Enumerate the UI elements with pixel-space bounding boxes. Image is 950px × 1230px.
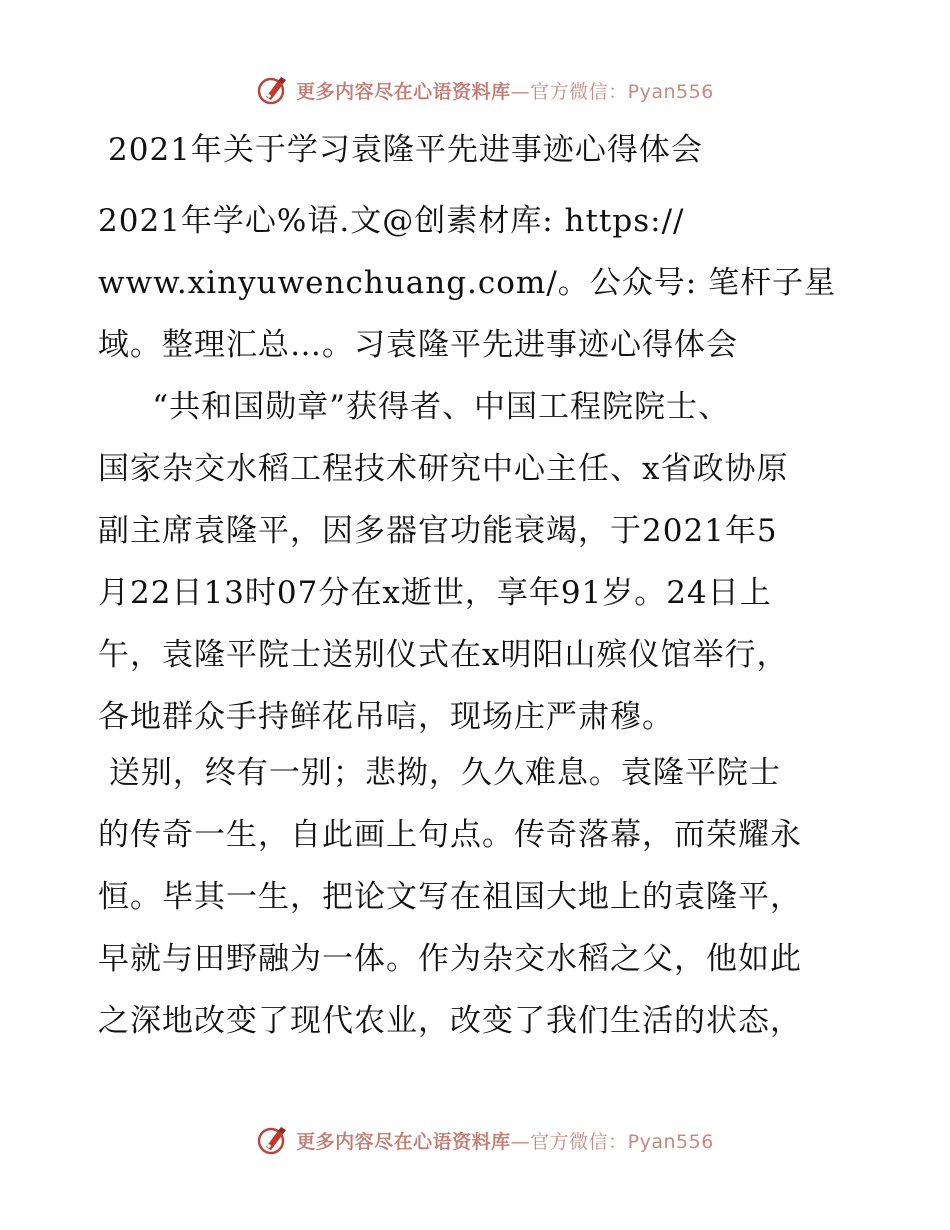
paragraph-line: 2021年学心%语.文@创素材库: https:// <box>98 203 685 239</box>
paragraph-line: “共和国勋章”获得者、中国工程院院士、 <box>98 389 730 425</box>
header-banner-rest: —官方微信：Pyan556 <box>510 80 714 103</box>
header-banner <box>0 70 950 110</box>
header-banner-inner <box>256 73 714 107</box>
document-title: 2021年关于学习袁隆平先进事迹心得体会 <box>108 132 703 168</box>
paragraph-line: 域。整理汇总…。习袁隆平先进事迹心得体会 <box>98 327 738 363</box>
paragraph-line: 送别，终有一别；悲拗，久久难息。袁隆平院士 <box>98 755 781 791</box>
paragraph-line: 午，袁隆平院士送别仪式在x明阳山殡仪馆举行， <box>98 637 789 673</box>
footer-banner-text <box>296 1127 714 1154</box>
paragraph-line: 恒。毕其一生，把论文写在祖国大地上的袁隆平， <box>98 879 802 915</box>
header-banner-bold: 更多内容尽在心语资料库 <box>296 80 511 103</box>
footer-banner-bold: 更多内容尽在心语资料库 <box>296 1130 511 1153</box>
paragraph-line: 各地群众手持鲜花吊唁，现场庄严肃穆。 <box>98 699 674 735</box>
header-banner-text <box>296 77 714 104</box>
paragraph-line: 月22日13时07分在x逝世，享年91岁。24日上 <box>98 575 772 611</box>
paragraph-line: 的传奇一生，自此画上句点。传奇落幕，而荣耀永 <box>98 817 802 853</box>
paragraph-line: 副主席袁隆平，因多器官功能衰竭，于2021年5 <box>98 513 778 549</box>
pen-nib-logo-icon <box>256 1123 290 1157</box>
paragraph-line: 国家杂交水稻工程技术研究中心主任、x省政协原 <box>98 451 789 487</box>
paragraph-line: www.xinyuwenchuang.com/。公众号: 笔杆子星 <box>98 265 837 301</box>
paragraph-intro <box>98 190 858 376</box>
footer-banner <box>0 1120 950 1160</box>
paragraph-line: 早就与田野融为一体。作为杂交水稻之父，他如此 <box>98 941 802 977</box>
paragraph-tribute <box>98 742 858 1052</box>
footer-banner-inner <box>256 1123 714 1157</box>
paragraph-line: 之深地改变了现代农业，改变了我们生活的状态， <box>98 1003 802 1039</box>
pen-nib-logo-icon <box>256 73 290 107</box>
footer-banner-rest: —官方微信：Pyan556 <box>510 1130 714 1153</box>
paragraph-news <box>98 376 858 748</box>
